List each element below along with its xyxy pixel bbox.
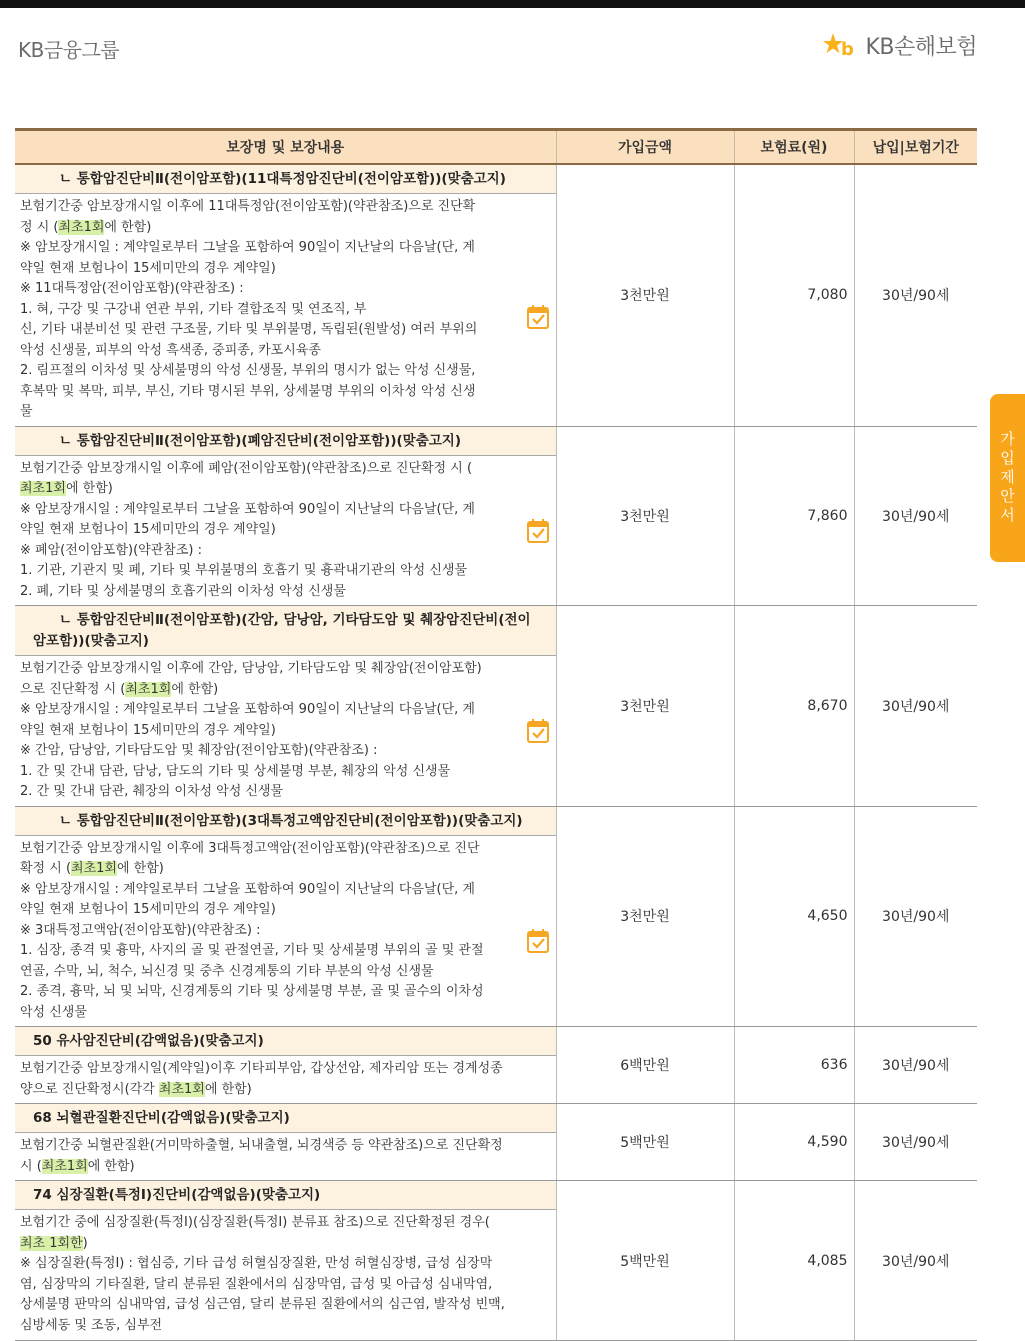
highlight-first-time: 최초1회 xyxy=(158,1081,205,1097)
coverage-table xyxy=(15,128,977,1341)
coverage-description xyxy=(15,456,556,606)
description-line: 보험기간중 뇌혈관질환(거미막하출혈, 뇌내출혈, 뇌경색증 등 약관참조)으로 진단확정 xyxy=(20,1138,503,1153)
description-line: ※ 심장질환(특정Ⅰ) : 협심증, 기타 급성 허혈심장질환, 만성 허혈심장병, 급성 심장막 xyxy=(20,1256,493,1271)
amount-cell: 5백만원 xyxy=(556,1181,734,1341)
description-line: 약일 현재 보험나이 15세미만의 경우 계약일) xyxy=(20,522,276,537)
coverage-title xyxy=(15,1027,556,1056)
coverage-title-line: 74 심장질환(특정Ⅰ)진단비(감액없음)(맞춤고지) xyxy=(33,1187,321,1203)
col-header-period: 납입|보험기간 xyxy=(854,130,977,165)
coverage-title xyxy=(15,1181,556,1210)
line-text: 양으로 진단확정시(각각 xyxy=(20,1081,159,1097)
table-row xyxy=(15,1027,977,1104)
description-line: 신, 기타 내분비선 및 관련 구조물, 기타 및 부위불명, 독립된(원발성) 여러 부위의 xyxy=(20,322,478,337)
description-line xyxy=(20,1080,550,1101)
description-line: 보험기간중 암보장개시일 이후에 간암, 담낭암, 기타담도암 및 췌장암(전이암포함) xyxy=(20,661,482,676)
coverage-description xyxy=(15,194,556,426)
kb-star-icon xyxy=(821,31,861,61)
line-text: 정 시 ( xyxy=(20,219,59,235)
description-line: ※ 폐암(전이암포함)(약관참조) : xyxy=(20,542,202,558)
calendar-check-icon[interactable] xyxy=(526,718,550,744)
premium-cell: 636 xyxy=(734,1027,854,1104)
table-row xyxy=(15,426,977,606)
description-line: 보험기간 중에 심장질환(특정Ⅰ)(심장질환(특정Ⅰ) 분류표 참조)으로 진단확정된 경우( xyxy=(20,1215,490,1230)
proposal-side-tab[interactable] xyxy=(990,394,1025,562)
description-line: 보험기간중 암보장개시일 이후에 폐암(전이암포함)(약관참조)으로 진단확정 시 ( xyxy=(20,460,473,476)
line-text: 에 한함) xyxy=(104,219,152,235)
description-line xyxy=(20,479,522,500)
description-line: 2. 간 및 간내 담관, 췌장의 이차성 악성 신생물 xyxy=(20,784,284,799)
premium-cell: 4,650 xyxy=(734,806,854,1027)
coverage-description xyxy=(15,1133,556,1180)
premium-cell: 4,085 xyxy=(734,1181,854,1341)
highlight-first-time: 최초1회 xyxy=(71,861,117,876)
amount-cell: 3천만원 xyxy=(556,606,734,807)
coverage-title xyxy=(15,165,556,194)
coverage-title-line: ㄴ 통합암진단비Ⅱ(전이암포함)(간암, 담낭암, 기타담도암 및 췌장암진단비(전이 xyxy=(59,612,531,628)
coverage-cell xyxy=(15,806,556,1027)
table-row xyxy=(15,1181,977,1341)
description-line: 염, 심장막의 기타질환, 달리 분류된 질환에서의 심장막염, 급성 및 아급성 심내막염, xyxy=(20,1276,493,1292)
coverage-title xyxy=(15,427,556,456)
coverage-title xyxy=(15,807,556,836)
table-row xyxy=(15,606,977,807)
calendar-check-icon[interactable] xyxy=(526,518,550,544)
amount-cell: 3천만원 xyxy=(556,426,734,606)
coverage-title-line: ㄴ 통합암진단비Ⅱ(전이암포함)(11대특정암진단비(전이암포함))(맞춤고지) xyxy=(59,171,506,187)
description-line xyxy=(20,859,522,880)
coverage-description xyxy=(15,1056,556,1103)
top-bar xyxy=(0,0,1025,8)
coverage-title-line: 암포함))(맞춤고지) xyxy=(33,633,149,649)
coverage-title-line: ㄴ 통합암진단비Ⅱ(전이암포함)(3대특정고액암진단비(전이암포함))(맞춤고지) xyxy=(59,812,523,829)
description-line: ※ 암보장개시일 : 계약일로부터 그날을 포함하여 90일이 지난날의 다음날(단, 계 xyxy=(20,881,475,897)
coverage-cell xyxy=(15,1027,556,1104)
col-header-coverage: 보장명 및 보장내용 xyxy=(15,130,556,165)
period-cell: 30년/90세 xyxy=(854,164,977,426)
description-line: 1. 간 및 간내 담관, 담낭, 담도의 기타 및 상세불명 부분, 췌장의 악성 신생물 xyxy=(20,763,451,779)
coverage-cell xyxy=(15,1104,556,1181)
line-text: 에 한함) xyxy=(204,1081,252,1097)
side-tab-label: 가입제안서 xyxy=(998,430,1016,526)
highlight-first-time: 최초1회 xyxy=(58,219,105,235)
description-line: 1. 혀, 구강 및 구강내 연관 부위, 기타 결합조직 및 연조직, 부 xyxy=(20,301,367,317)
svg-text:b: b xyxy=(841,38,855,60)
description-line: ※ 암보장개시일 : 계약일로부터 그날을 포함하여 90일이 지난날의 다음날(단, 계 xyxy=(20,702,475,717)
coverage-cell xyxy=(15,1181,556,1341)
coverage-title-line: 68 뇌혈관질환진단비(감액없음)(맞춤고지) xyxy=(33,1110,290,1126)
table-row xyxy=(15,1104,977,1181)
description-line: 약일 현재 보험나이 15세미만의 경우 계약일) xyxy=(20,722,276,738)
description-line xyxy=(20,218,522,239)
description-line: 후복막 및 복막, 피부, 부신, 기타 명시된 부위, 상세불명 부위의 이차성 악성 신생 xyxy=(20,383,476,399)
description-line: 보험기간중 암보장개시일(계약일)이후 기타피부암, 갑상선암, 제자리암 또는 경계성종 xyxy=(20,1061,503,1076)
highlight-first-time: 최초1회 xyxy=(125,681,172,697)
amount-cell: 6백만원 xyxy=(556,1027,734,1104)
line-text: 으로 진단확정 시 ( xyxy=(20,681,126,697)
coverage-cell xyxy=(15,426,556,606)
description-line: 악성 신생물, 피부의 악성 흑색종, 중피종, 카포시육종 xyxy=(20,342,321,358)
period-cell: 30년/90세 xyxy=(854,1104,977,1181)
line-text: 시 ( xyxy=(20,1158,42,1174)
coverage-title xyxy=(15,1104,556,1133)
description-line: ※ 간암, 담낭암, 기타담도암 및 췌장암(전이암포함)(약관참조) : xyxy=(20,743,378,758)
line-text: 확정 시 ( xyxy=(20,861,72,876)
line-text: 에 한함) xyxy=(116,861,164,876)
period-cell: 30년/90세 xyxy=(854,606,977,807)
amount-cell: 3천만원 xyxy=(556,806,734,1027)
description-line: 2. 종격, 흉막, 뇌 및 뇌막, 신경계통의 기타 및 상세불명 부분, 골 및 골수의 이차성 xyxy=(20,984,484,999)
description-line: 2. 림프절의 이차성 및 상세불명의 악성 신생물, 부위의 명시가 없는 악성 신생물, xyxy=(20,363,476,378)
description-line: ※ 암보장개시일 : 계약일로부터 그날을 포함하여 90일이 지난날의 다음날(단, 계 xyxy=(20,240,475,255)
table-row xyxy=(15,806,977,1027)
line-text: 에 한함) xyxy=(87,1158,135,1174)
calendar-check-icon[interactable] xyxy=(526,928,550,954)
description-line: 악성 신생물 xyxy=(20,1004,87,1020)
kb-financial-group-logo: KB금융그룹 xyxy=(18,38,120,62)
description-line: 1. 기관, 기관지 및 폐, 기타 및 부위불명의 호흡기 및 흉곽내기관의 악성 신생물 xyxy=(20,563,467,578)
coverage-description xyxy=(15,656,556,806)
table-row xyxy=(15,164,977,426)
line-text: 에 한함) xyxy=(171,681,219,697)
description-line: ※ 3대특정고액암(전이암포함)(약관참조) : xyxy=(20,922,261,938)
kb-insurance-logo-text: KB손해보험 xyxy=(865,35,977,60)
description-line: 연골, 수막, 뇌, 척수, 뇌신경 및 중추 신경계통의 기타 부분의 악성 신생물 xyxy=(20,963,434,979)
premium-cell: 8,670 xyxy=(734,606,854,807)
table-header-row xyxy=(15,130,977,165)
coverage-cell xyxy=(15,164,556,426)
coverage-title-line: ㄴ 통합암진단비Ⅱ(전이암포함)(폐암진단비(전이암포함))(맞춤고지) xyxy=(59,432,462,449)
description-line: 상세불명 판막의 심내막염, 급성 심근염, 달리 분류된 질환에서의 심근염, 발작성 빈맥, xyxy=(20,1297,505,1312)
coverage-description xyxy=(15,836,556,1027)
coverage-title xyxy=(15,606,556,656)
description-line: 1. 심장, 종격 및 흉막, 사지의 골 및 관절연골, 기타 및 상세불명 부위의 골 및 관절 xyxy=(20,943,484,958)
description-line: 약일 현재 보험나이 15세미만의 경우 계약일) xyxy=(20,902,276,917)
highlight-first-time: 최초1회 xyxy=(20,481,66,496)
period-cell: 30년/90세 xyxy=(854,1027,977,1104)
description-line xyxy=(20,1157,550,1178)
description-line: 보험기간중 암보장개시일 이후에 11대특정암(전이암포함)(약관참조)으로 진단확 xyxy=(20,199,476,214)
calendar-check-icon[interactable] xyxy=(526,304,550,330)
description-line: 약일 현재 보험나이 15세미만의 경우 계약일) xyxy=(20,260,276,276)
amount-cell: 3천만원 xyxy=(556,164,734,426)
description-line: 보험기간중 암보장개시일 이후에 3대특정고액암(전이암포함)(약관참조)으로 진단 xyxy=(20,840,480,856)
line-text: 에 한함) xyxy=(65,481,113,496)
coverage-title-line: 50 유사암진단비(감액없음)(맞춤고지) xyxy=(33,1033,264,1049)
premium-cell: 7,080 xyxy=(734,164,854,426)
description-line: 물 xyxy=(20,404,33,419)
description-line: 2. 폐, 기타 및 상세불명의 호흡기관의 이차성 악성 신생물 xyxy=(20,583,346,599)
premium-cell: 4,590 xyxy=(734,1104,854,1181)
highlight-first-time: 최초 1회한 xyxy=(20,1235,83,1251)
description-line: ※ 암보장개시일 : 계약일로부터 그날을 포함하여 90일이 지난날의 다음날(단, 계 xyxy=(20,501,475,517)
premium-cell: 7,860 xyxy=(734,426,854,606)
description-line xyxy=(20,1234,550,1255)
description-line: 심방세동 및 조동, 심부전 xyxy=(20,1317,163,1333)
kb-insurance-logo xyxy=(821,30,977,61)
coverage-description xyxy=(15,1210,556,1339)
amount-cell: 5백만원 xyxy=(556,1104,734,1181)
description-line xyxy=(20,680,522,701)
line-text: ) xyxy=(82,1235,88,1251)
highlight-first-time: 최초1회 xyxy=(41,1158,88,1174)
period-cell: 30년/90세 xyxy=(854,806,977,1027)
col-header-premium: 보험료(원) xyxy=(734,130,854,165)
col-header-amount: 가입금액 xyxy=(556,130,734,165)
coverage-cell xyxy=(15,606,556,807)
period-cell: 30년/90세 xyxy=(854,426,977,606)
description-line: ※ 11대특정암(전이암포함)(약관참조) : xyxy=(20,281,244,296)
period-cell: 30년/90세 xyxy=(854,1181,977,1341)
